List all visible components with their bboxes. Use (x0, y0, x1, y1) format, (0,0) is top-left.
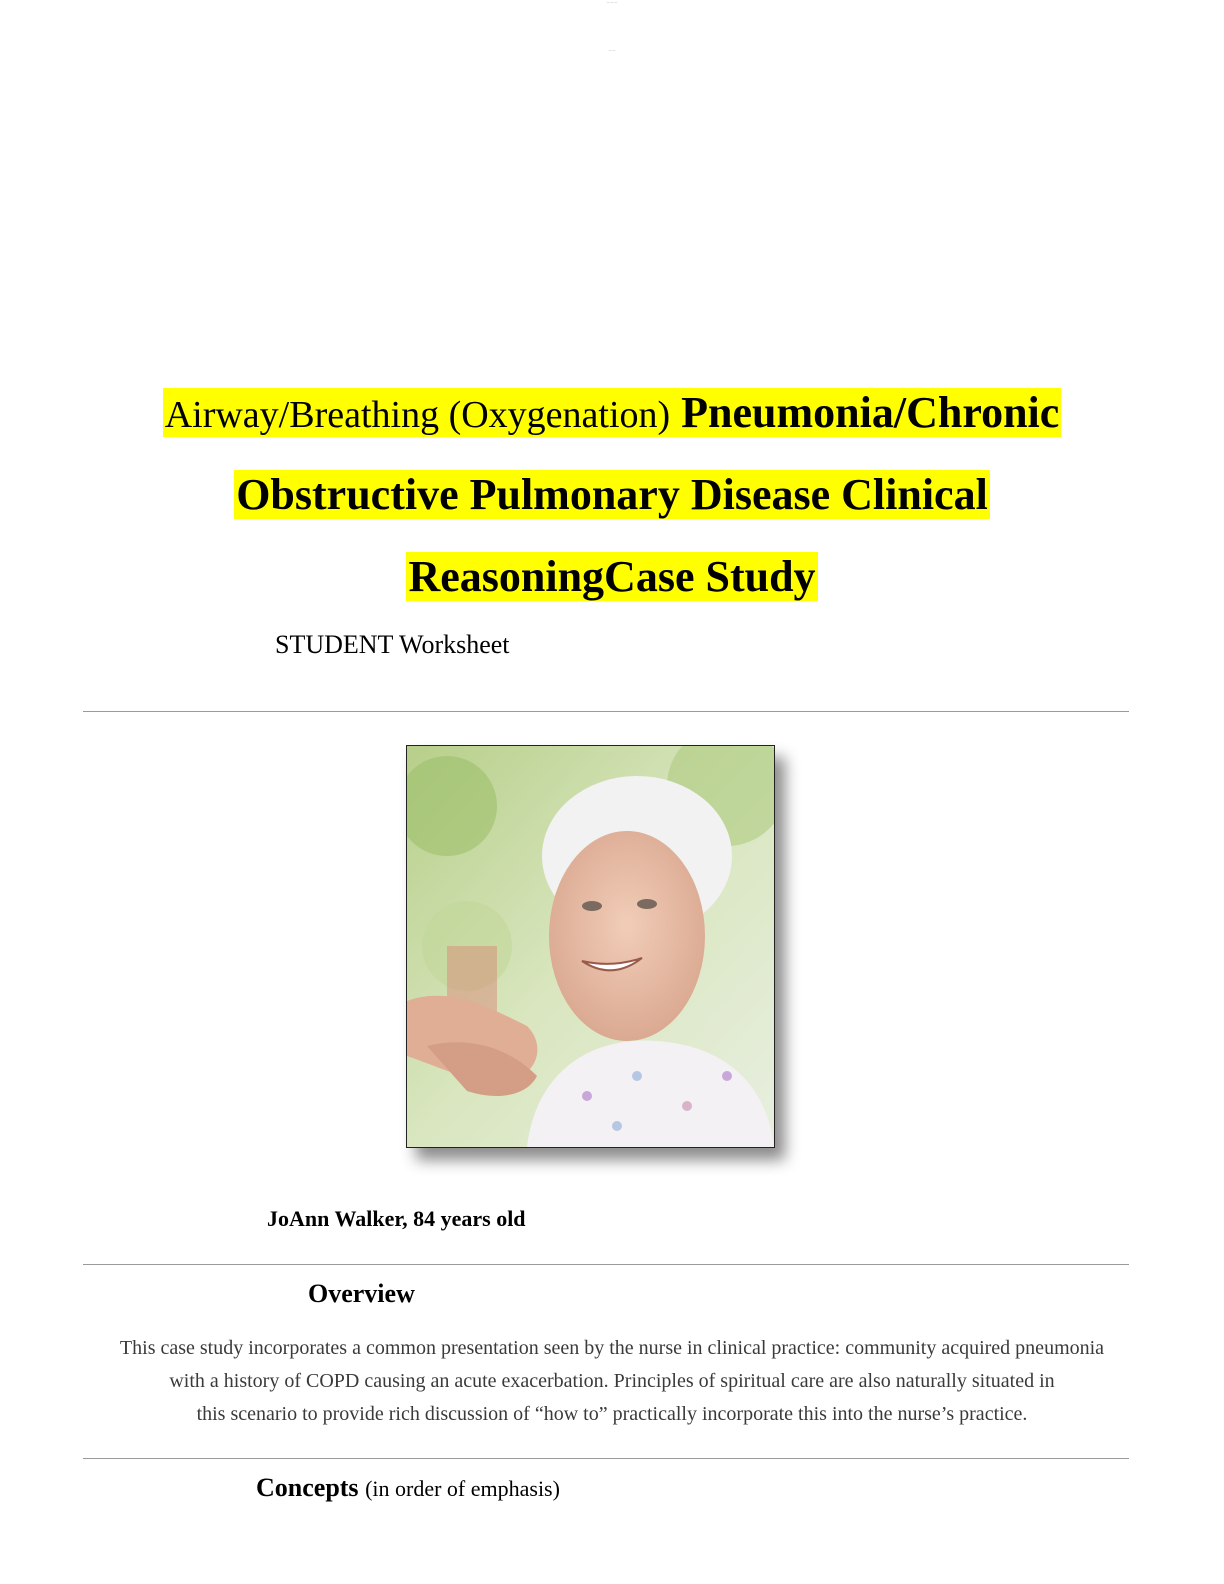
title-bold-part: Pneumonia/Chronic (681, 388, 1060, 437)
divider-1 (83, 711, 1129, 712)
overview-line-3: this scenario to provide rich discussion of “how to” practically incorporate this into the nurse’s practice. (196, 1403, 1028, 1425)
title-highlight-1 (163, 388, 1062, 437)
overview-line-2: with a history of COPD causing an acute exacerbation. Principles of spiritual care are also naturally situated in (169, 1370, 1055, 1392)
concepts-note: (in order of emphasis) (365, 1476, 560, 1501)
title-regular-part: Airway/Breathing (Oxygenation) (164, 394, 671, 436)
overview-line-1: This case study incorporates a common presentation seen by the nurse in clinical practice: community acquired pneumonia (119, 1337, 1105, 1359)
overview-heading: Overview (308, 1279, 415, 1308)
overview-paragraph (50, 1332, 1174, 1431)
divider-3 (83, 1458, 1129, 1459)
concepts-heading: Concepts (256, 1473, 359, 1502)
title-highlight-2: Obstructive Pulmonary Disease Clinical (236, 470, 988, 519)
header-tiny-text-2: — — (608, 48, 616, 52)
elderly-woman-photo-icon (407, 746, 774, 1147)
patient-caption: JoAnn Walker, 84 years old (267, 1206, 526, 1231)
title-line-2 (0, 468, 1224, 522)
divider-2 (83, 1264, 1129, 1265)
subtitle: STUDENT Worksheet (275, 630, 510, 659)
header-tiny-text: — — — (606, 0, 618, 4)
title-line-3 (0, 550, 1224, 604)
title-line-1 (0, 386, 1224, 442)
title-highlight-3: ReasoningCase Study (408, 552, 816, 601)
concepts-heading-row (256, 1473, 560, 1503)
patient-photo (406, 745, 775, 1148)
